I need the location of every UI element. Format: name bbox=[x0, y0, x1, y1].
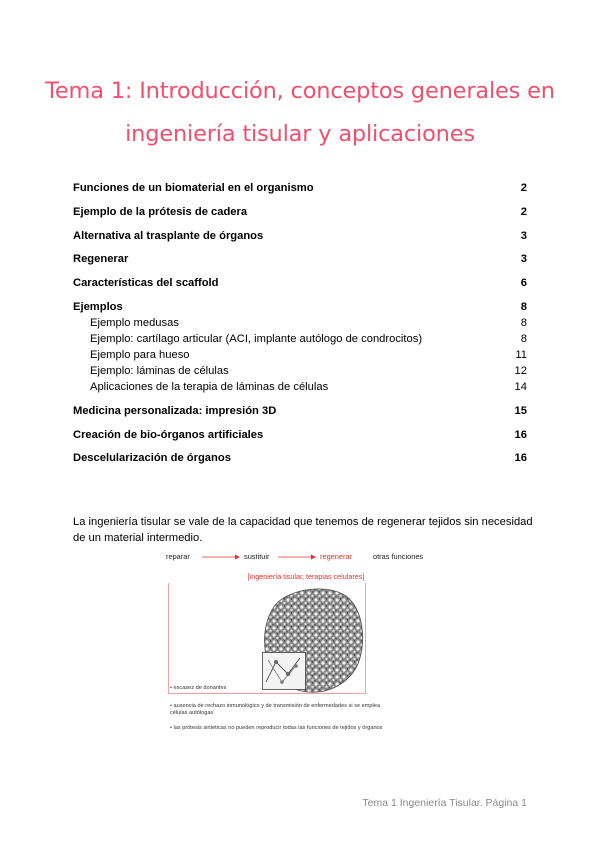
toc-entry-page: 15 bbox=[514, 405, 527, 417]
toc-entry-page: 11 bbox=[515, 349, 527, 361]
toc-entry-page: 6 bbox=[520, 277, 527, 289]
toc-entry-title: Alternativa al trasplante de órganos bbox=[73, 230, 264, 242]
toc-entry[interactable] bbox=[73, 253, 527, 269]
figure-subtitle: [ingeniería tisular, terapias celulares] bbox=[247, 572, 365, 581]
toc-entry-title: Descelularización de órganos bbox=[73, 452, 231, 464]
toc-subentry[interactable] bbox=[73, 365, 527, 381]
toc-entry-title: Ejemplos bbox=[73, 301, 123, 313]
toc-subentry[interactable] bbox=[73, 317, 527, 333]
title-line-2: ingeniería tisular y aplicaciones bbox=[125, 121, 475, 147]
toc-entry-title: Ejemplo de la prótesis de cadera bbox=[73, 206, 248, 218]
toc-entry-page: 3 bbox=[520, 253, 527, 265]
figure-bullet-continuation: células autólogas bbox=[170, 710, 214, 716]
arrow-right-icon bbox=[278, 554, 316, 560]
figure-bullet: • escasez de donantes bbox=[170, 685, 227, 691]
intro-paragraph: La ingeniería tisular se vale de la capacidad que tenemos de regenerar tejidos sin necesidad de un material intermedio. bbox=[73, 516, 533, 544]
toc-subentry[interactable] bbox=[73, 349, 527, 365]
toc-entry[interactable] bbox=[73, 405, 527, 421]
title-line-1: Tema 1: Introducción, conceptos generales en bbox=[45, 78, 555, 104]
toc-subentry[interactable] bbox=[73, 381, 527, 397]
page-title bbox=[40, 70, 560, 156]
toc-entry-title: Características del scaffold bbox=[73, 277, 219, 289]
toc-entry-title: Ejemplo: láminas de células bbox=[90, 365, 229, 377]
regeneration-figure bbox=[166, 550, 436, 740]
figure-bullet: • ausencia de rechazo inmunológico y de transmisión de enfermedades si se emplea bbox=[170, 703, 380, 709]
toc-entry-page: 8 bbox=[520, 333, 527, 345]
toc-entry[interactable] bbox=[73, 182, 527, 198]
scaffold-detail-inset bbox=[262, 652, 306, 690]
arrow-right-icon bbox=[202, 554, 240, 560]
toc-entry-title: Aplicaciones de la terapia de láminas de células bbox=[90, 381, 329, 393]
toc-entry-title: Funciones de un biomaterial en el organismo bbox=[73, 182, 314, 194]
toc-entry-page: 8 bbox=[520, 317, 527, 329]
toc-entry[interactable] bbox=[73, 452, 527, 468]
flow-step-reparar: reparar bbox=[166, 552, 190, 561]
figure-flow-row bbox=[166, 550, 436, 564]
flow-step-sustituir: sustituir bbox=[244, 552, 270, 561]
figure-bullet: • las prótesis sintéticas no pueden reproducir todas las funciones de tejidos y órganos bbox=[170, 725, 383, 731]
toc-subentry[interactable] bbox=[73, 333, 527, 349]
toc-entry-page: 2 bbox=[520, 206, 527, 218]
toc-entry[interactable] bbox=[73, 429, 527, 445]
toc-entry[interactable] bbox=[73, 301, 527, 317]
toc-entry-page: 16 bbox=[514, 429, 527, 441]
toc-entry-title: Ejemplo: cartílago articular (ACI, implante autólogo de condrocitos) bbox=[90, 333, 423, 345]
flow-step-regenerar: regenerar bbox=[320, 552, 353, 561]
toc-entry-title: Regenerar bbox=[73, 253, 129, 265]
toc-entry[interactable] bbox=[73, 206, 527, 222]
toc-entry-page: 16 bbox=[514, 452, 527, 464]
flow-step-otras: otras funciones bbox=[373, 552, 424, 561]
toc-entry-page: 2 bbox=[520, 182, 527, 194]
toc-entry-page: 12 bbox=[514, 365, 527, 377]
toc-entry-page: 8 bbox=[520, 301, 527, 313]
toc-entry[interactable] bbox=[73, 230, 527, 246]
page-footer: Tema 1 Ingeniería Tisular. Página 1 bbox=[362, 797, 527, 809]
toc-entry-page: 14 bbox=[514, 381, 527, 393]
toc-entry[interactable] bbox=[73, 277, 527, 293]
toc-entry-title: Medicina personalizada: impresión 3D bbox=[73, 405, 277, 417]
toc-entry-title: Creación de bio-órganos artificiales bbox=[73, 429, 264, 441]
toc-entry-page: 3 bbox=[520, 230, 527, 242]
toc-entry-title: Ejemplo medusas bbox=[90, 317, 179, 329]
toc-entry-title: Ejemplo para hueso bbox=[90, 349, 190, 361]
